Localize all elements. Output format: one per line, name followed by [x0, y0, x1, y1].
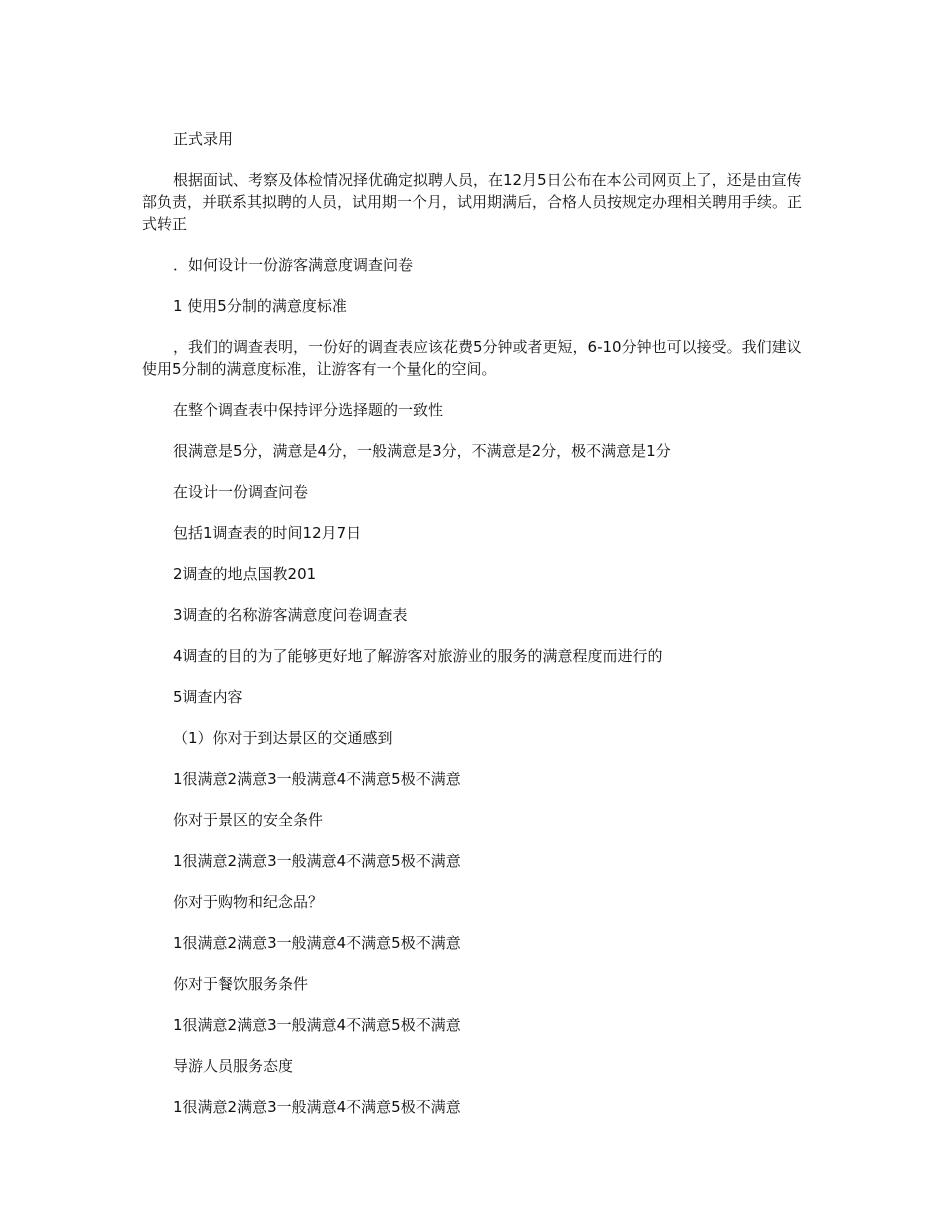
paragraph-23: 1很满意2满意3一般满意4不满意5极不满意: [173, 1098, 461, 1116]
document-page: [142, 128, 812, 1118]
paragraph-12: 4调查的目的为了能够更好地了解游客对旅游业的服务的满意程度而进行的: [173, 647, 663, 665]
paragraph-3: ．如何设计一份游客满意度调查问卷: [173, 256, 414, 274]
paragraph-8: 在设计一份调查问卷: [173, 483, 309, 501]
paragraph-17: 1很满意2满意3一般满意4不满意5极不满意: [173, 852, 461, 870]
paragraph-20: 你对于餐饮服务条件: [173, 975, 309, 993]
paragraph-18: 你对于购物和纪念品？: [173, 893, 324, 911]
paragraph-16: 你对于景区的安全条件: [173, 811, 324, 829]
paragraph-2: 根据面试、考察及体检情况择优确定拟聘人员，在12月5日公布在本公司网页上了，还是由宣传部负责，并联系其拟聘的人员，试用期一个月，试用期满后，合格人员按规定办理相关聘用手续。正式转正: [142, 171, 803, 233]
paragraph-19: 1很满意2满意3一般满意4不满意5极不满意: [173, 934, 461, 952]
paragraph-6: 在整个调查表中保持评分选择题的一致性: [173, 401, 444, 419]
paragraph-7: 很满意是5分，满意是4分，一般满意是3分，不满意是2分，极不满意是1分: [173, 442, 671, 460]
paragraph-15: 1很满意2满意3一般满意4不满意5极不满意: [173, 770, 461, 788]
paragraph-10: 2调查的地点国教201: [173, 565, 317, 583]
paragraph-9: 包括1调查表的时间12月7日: [173, 524, 362, 542]
paragraph-14: （1）你对于到达景区的交通感到: [173, 729, 393, 747]
paragraph-21: 1很满意2满意3一般满意4不满意5极不满意: [173, 1016, 461, 1034]
paragraph-1: 正式录用: [173, 130, 234, 148]
paragraph-4: 1 使用5分制的满意度标准: [173, 297, 347, 315]
paragraph-22: 导游人员服务态度: [173, 1057, 294, 1075]
paragraph-11: 3调查的名称游客满意度问卷调查表: [173, 606, 408, 624]
paragraph-5: ，我们的调查表明，一份好的调查表应该花费5分钟或者更短，6-10分钟也可以接受。我们建议使用5分制的满意度标准，让游客有一个量化的空间。: [142, 338, 802, 378]
paragraph-13: 5调查内容: [173, 688, 243, 706]
